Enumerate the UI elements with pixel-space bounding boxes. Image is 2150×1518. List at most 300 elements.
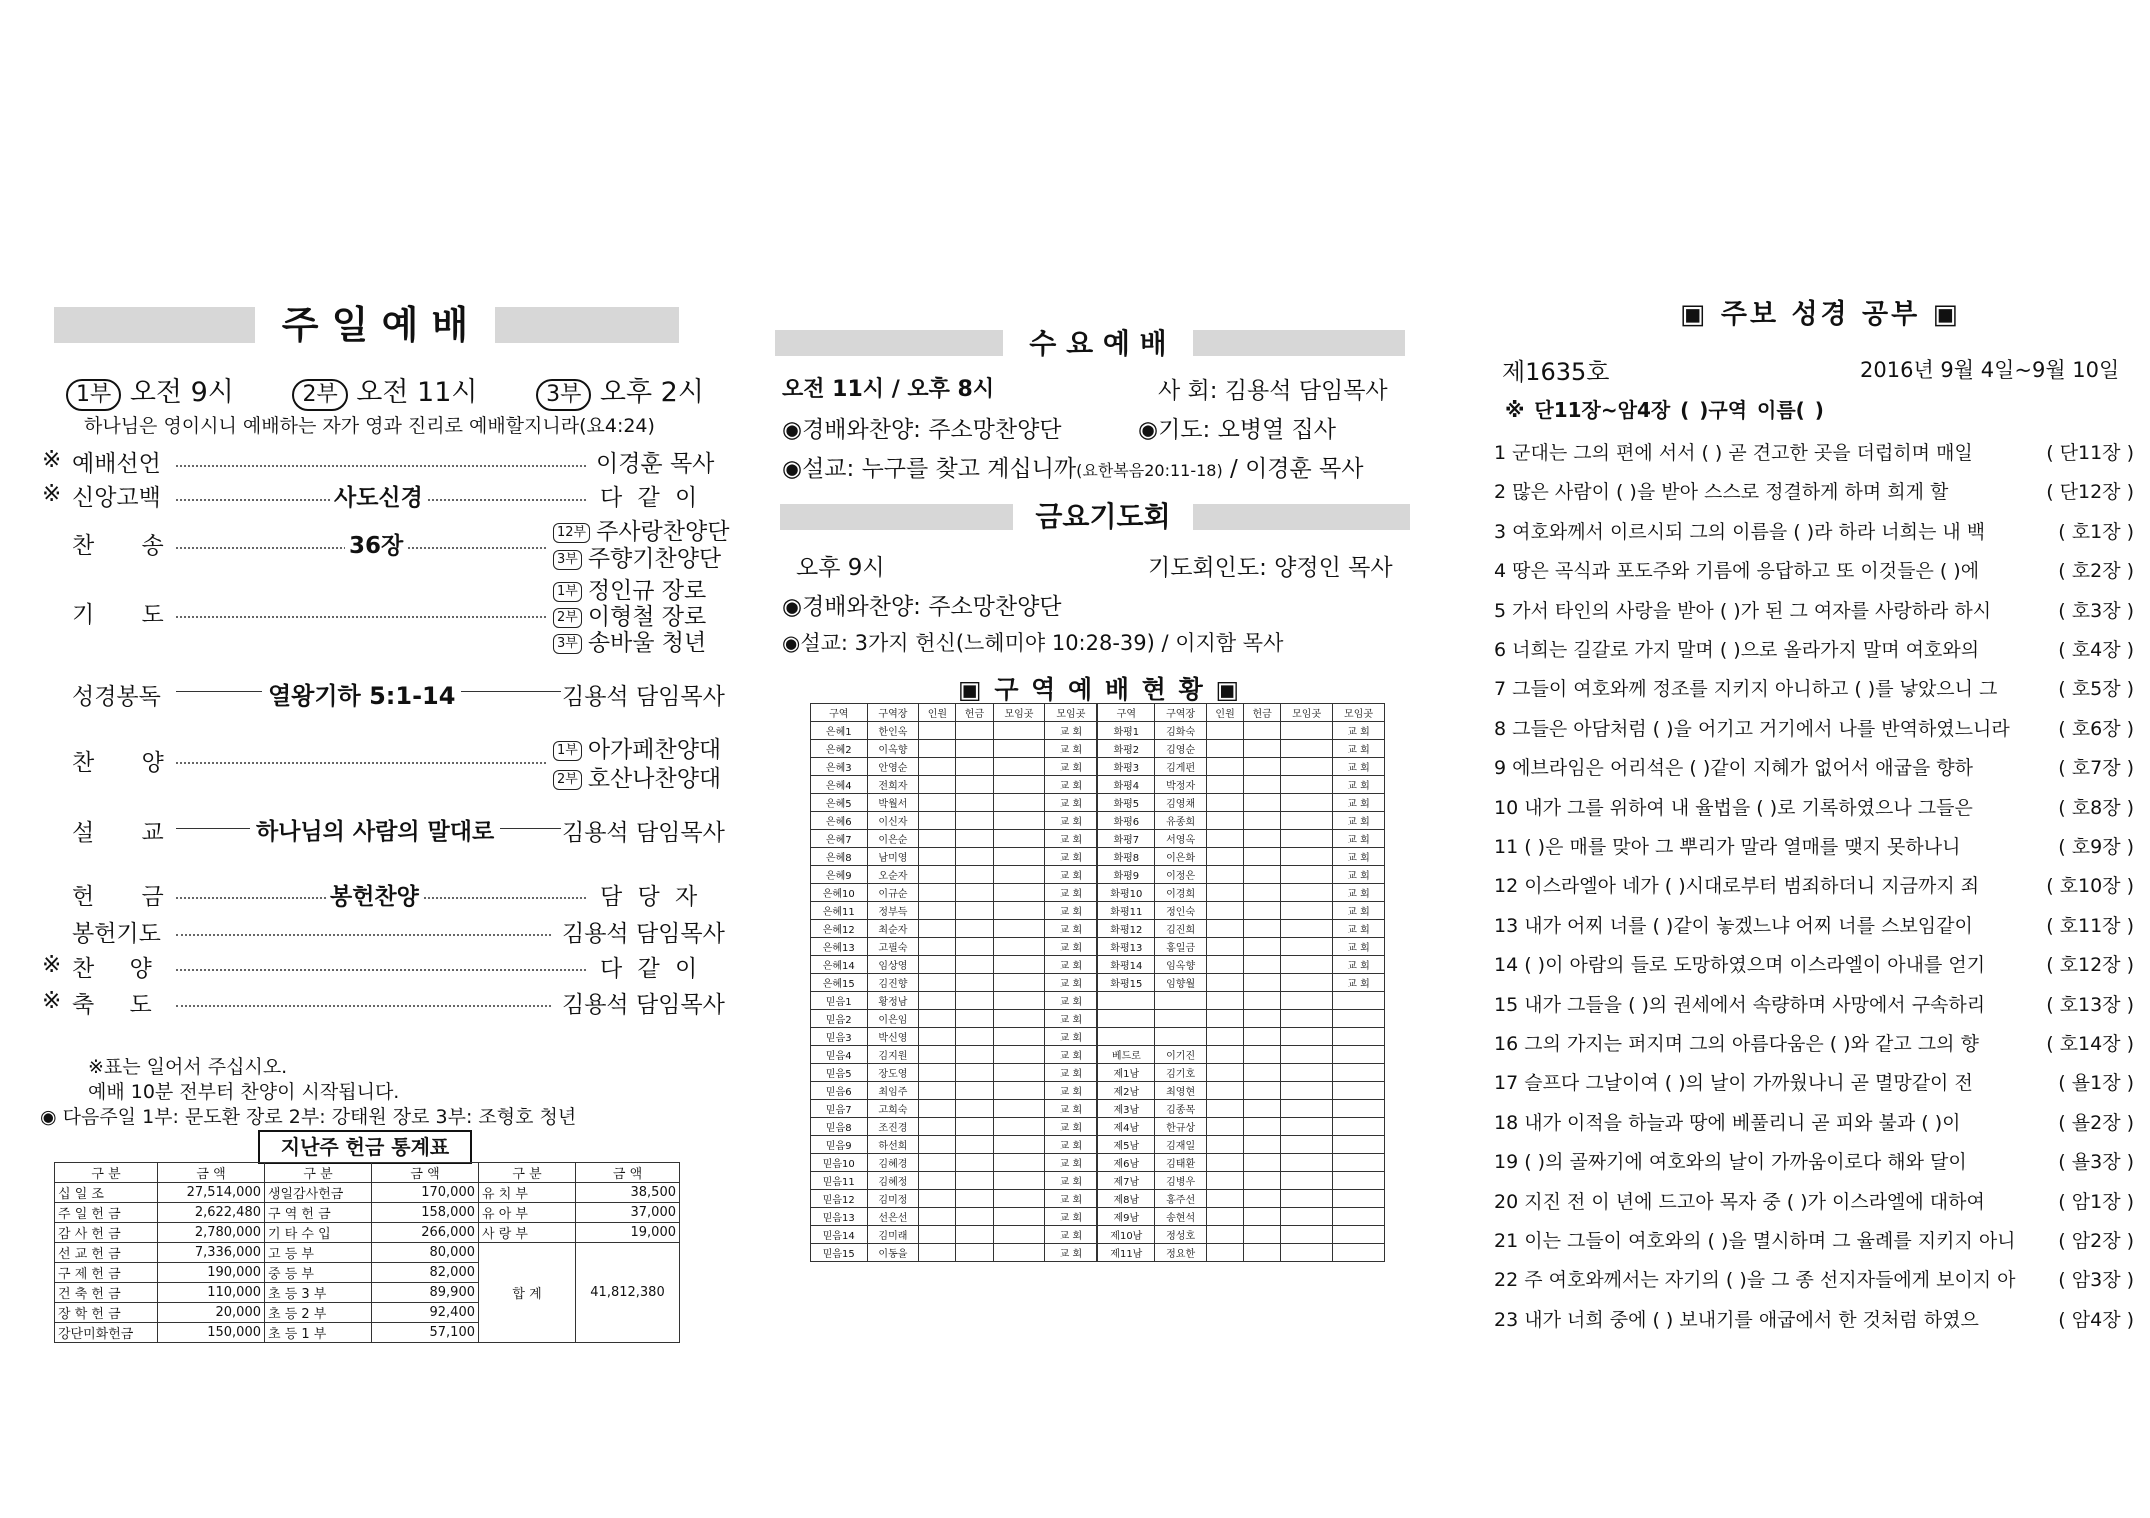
district-cell bbox=[1244, 1082, 1281, 1100]
district-cell: 남미영 bbox=[867, 848, 919, 866]
study-question-text: 23 내가 너희 중에 ( ) 보내기를 애굽에서 한 것처럼 하였으 bbox=[1494, 1308, 1979, 1331]
district-cell: 전희자 bbox=[867, 776, 919, 794]
prayer-person-2: 이형철 장로 bbox=[587, 604, 707, 630]
district-cell: 은혜1 bbox=[811, 722, 868, 740]
offering-cell: 19,000 bbox=[576, 1223, 680, 1243]
district-cell bbox=[956, 1100, 993, 1118]
district-cell bbox=[1281, 884, 1333, 902]
district-cell bbox=[1333, 1028, 1385, 1046]
district-cell bbox=[956, 1244, 993, 1262]
study-question bbox=[1494, 477, 2134, 504]
district-cell: 화평8 bbox=[1097, 848, 1154, 866]
praise-badge-2: 2부 bbox=[553, 770, 582, 790]
district-cell: 이정은 bbox=[1155, 866, 1207, 884]
order-offering-center: 봉헌찬양 bbox=[326, 878, 423, 911]
district-cell bbox=[1281, 848, 1333, 866]
district-cell bbox=[1207, 776, 1244, 794]
district-cell: 믿음7 bbox=[811, 1100, 868, 1118]
order-praise2-mark: ※ bbox=[42, 952, 62, 978]
district-row bbox=[811, 722, 1385, 740]
district-cell: 교 회 bbox=[1333, 920, 1385, 938]
order-sermon-label: 설 교 bbox=[72, 820, 184, 846]
district-table bbox=[810, 703, 1385, 1262]
wednesday-sermon-by: / 이경훈 목사 bbox=[1222, 456, 1364, 482]
study-question-text: 8 그들은 아담처럼 ( )을 어기고 거기에서 나를 반역하였느니라 bbox=[1494, 717, 2010, 740]
district-cell: 제4남 bbox=[1097, 1118, 1154, 1136]
district-cell bbox=[956, 1190, 993, 1208]
district-cell bbox=[993, 1082, 1045, 1100]
district-cell: 교 회 bbox=[1045, 1118, 1098, 1136]
offering-cell: 7,336,000 bbox=[158, 1243, 265, 1263]
offering-cell: 20,000 bbox=[158, 1303, 265, 1323]
hymn-team-1: 주사랑찬양단 bbox=[596, 519, 730, 545]
district-row bbox=[811, 1244, 1385, 1262]
district-cell bbox=[1333, 992, 1385, 1010]
order-offering-label: 헌 금 bbox=[72, 884, 184, 910]
offering-header: 구 분 bbox=[55, 1163, 158, 1183]
wednesday-sermon-title: ◉설교: 누구를 찾고 계십니까 bbox=[782, 456, 1077, 482]
hymn-badge-1: 12부 bbox=[553, 523, 590, 543]
district-cell bbox=[1333, 1082, 1385, 1100]
district-cell bbox=[1244, 776, 1281, 794]
praise-choir-2: 호산나찬양대 bbox=[587, 766, 722, 792]
district-cell: 교 회 bbox=[1045, 1100, 1098, 1118]
study-question-text: 9 에브라임은 어리석은 ( )같이 지혜가 없어서 애굽을 향하 bbox=[1494, 757, 1974, 780]
study-question-ref: ( 호14장 ) bbox=[2046, 1033, 2134, 1055]
district-cell bbox=[919, 920, 956, 938]
district-cell bbox=[993, 758, 1045, 776]
study-question-text: 16 그의 가지는 퍼지며 그의 아름다움은 ( )와 같고 그의 향 bbox=[1494, 1033, 1979, 1055]
district-cell bbox=[993, 830, 1045, 848]
district-cell: 교 회 bbox=[1045, 938, 1098, 956]
offering-header: 금 액 bbox=[576, 1163, 680, 1183]
district-cell bbox=[1244, 1118, 1281, 1136]
district-cell: 최영현 bbox=[1155, 1082, 1207, 1100]
district-cell bbox=[1207, 740, 1244, 758]
offering-header: 구 분 bbox=[265, 1163, 372, 1183]
district-cell bbox=[1244, 1028, 1281, 1046]
district-cell bbox=[993, 1172, 1045, 1190]
district-row bbox=[811, 1226, 1385, 1244]
district-header-row bbox=[811, 704, 1385, 722]
offering-cell: 2,780,000 bbox=[158, 1223, 265, 1243]
district-cell bbox=[1281, 758, 1333, 776]
offering-row bbox=[55, 1223, 680, 1243]
district-cell bbox=[956, 794, 993, 812]
offering-cell: 170,000 bbox=[372, 1183, 479, 1203]
district-cell: 김혜경 bbox=[867, 1154, 919, 1172]
district-cell bbox=[1097, 992, 1154, 1010]
district-cell: 장도영 bbox=[867, 1064, 919, 1082]
district-cell bbox=[956, 848, 993, 866]
study-question-text: 12 이스라엘아 네가 ( )시대로부터 범죄하더니 지금까지 죄 bbox=[1494, 875, 1980, 898]
district-cell: 은혜4 bbox=[811, 776, 868, 794]
district-cell: 교 회 bbox=[1045, 1208, 1098, 1226]
district-cell: 교 회 bbox=[1045, 920, 1098, 938]
friday-time: 오후 9시 bbox=[796, 555, 885, 581]
district-row bbox=[811, 1100, 1385, 1118]
study-question bbox=[1494, 438, 2134, 465]
district-cell bbox=[1244, 830, 1281, 848]
district-cell: 김영순 bbox=[1155, 740, 1207, 758]
district-cell: 교 회 bbox=[1333, 974, 1385, 992]
praise-badge-1: 1부 bbox=[553, 741, 582, 761]
district-cell: 김화숙 bbox=[1155, 722, 1207, 740]
district-row bbox=[811, 920, 1385, 938]
district-cell bbox=[993, 1010, 1045, 1028]
district-cell bbox=[919, 974, 956, 992]
district-cell bbox=[919, 1064, 956, 1082]
order-sermon-center: 하나님의 사람의 말대로 bbox=[250, 813, 500, 846]
district-cell: 한규상 bbox=[1155, 1118, 1207, 1136]
district-cell bbox=[993, 1244, 1045, 1262]
district-cell bbox=[1244, 740, 1281, 758]
district-cell bbox=[919, 1136, 956, 1154]
district-cell: 김혜정 bbox=[867, 1172, 919, 1190]
district-cell bbox=[956, 920, 993, 938]
district-cell bbox=[919, 1190, 956, 1208]
study-question-text: 11 ( )은 매를 맞아 그 뿌리가 말라 열매를 맺지 못하나니 bbox=[1494, 836, 1961, 858]
offering-header: 금 액 bbox=[372, 1163, 479, 1183]
district-cell: 믿음3 bbox=[811, 1028, 868, 1046]
district-cell: 교 회 bbox=[1333, 956, 1385, 974]
district-cell bbox=[1281, 1100, 1333, 1118]
order-reading-label: 성경봉독 bbox=[72, 684, 161, 710]
district-cell bbox=[993, 1154, 1045, 1172]
district-cell bbox=[1244, 1154, 1281, 1172]
district-cell bbox=[1207, 974, 1244, 992]
district-cell: 김영채 bbox=[1155, 794, 1207, 812]
district-cell: 제3남 bbox=[1097, 1100, 1154, 1118]
district-header-cell: 구역장 bbox=[1155, 704, 1207, 722]
district-cell: 교 회 bbox=[1045, 1190, 1098, 1208]
district-header-cell: 구역장 bbox=[867, 704, 919, 722]
study-question-ref: ( 호4장 ) bbox=[2058, 639, 2134, 661]
study-question-ref: ( 호6장 ) bbox=[2058, 717, 2134, 740]
district-cell: 믿음9 bbox=[811, 1136, 868, 1154]
district-cell bbox=[1155, 992, 1207, 1010]
district-cell bbox=[956, 1082, 993, 1100]
district-cell bbox=[956, 974, 993, 992]
next-week: ◉ 다음주일 1부: 문도환 장로 2부: 강태원 장로 3부: 조형호 청년 bbox=[40, 1106, 577, 1128]
district-cell bbox=[919, 722, 956, 740]
district-row bbox=[811, 974, 1385, 992]
district-cell bbox=[993, 974, 1045, 992]
district-cell bbox=[956, 1154, 993, 1172]
offering-cell: 초 등 3 부 bbox=[265, 1283, 372, 1303]
offering-cell: 주 일 헌 금 bbox=[55, 1203, 158, 1223]
district-cell bbox=[1207, 884, 1244, 902]
offering-cell: 십 일 조 bbox=[55, 1183, 158, 1203]
district-cell bbox=[1333, 1172, 1385, 1190]
wednesday-prayer: ◉기도: 오병열 집사 bbox=[1138, 417, 1336, 443]
district-cell bbox=[1333, 1208, 1385, 1226]
district-cell: 교 회 bbox=[1045, 1028, 1098, 1046]
study-question-text: 4 땅은 곡식과 포도주와 기름에 응답하고 또 이것들은 ( )에 bbox=[1494, 560, 1980, 583]
district-cell: 김기호 bbox=[1155, 1064, 1207, 1082]
district-cell: 화평14 bbox=[1097, 956, 1154, 974]
study-question-ref: ( 호8장 ) bbox=[2058, 796, 2134, 819]
district-cell: 화평10 bbox=[1097, 884, 1154, 902]
service-time-3: 오후 2시 bbox=[599, 377, 704, 408]
district-cell: 은혜10 bbox=[811, 884, 868, 902]
district-cell: 김재일 bbox=[1155, 1136, 1207, 1154]
district-cell: 믿음13 bbox=[811, 1208, 868, 1226]
district-cell bbox=[1207, 1244, 1244, 1262]
district-cell bbox=[956, 1046, 993, 1064]
order-praise-right-2 bbox=[553, 760, 721, 793]
district-cell bbox=[919, 740, 956, 758]
district-cell bbox=[956, 1118, 993, 1136]
district-cell: 제2남 bbox=[1097, 1082, 1154, 1100]
district-cell: 제11남 bbox=[1097, 1244, 1154, 1262]
district-cell bbox=[919, 1046, 956, 1064]
district-row bbox=[811, 1190, 1385, 1208]
district-header-cell: 모임곳 bbox=[1333, 704, 1385, 722]
district-cell bbox=[1244, 1010, 1281, 1028]
district-cell bbox=[1281, 1226, 1333, 1244]
district-cell: 교 회 bbox=[1045, 758, 1098, 776]
study-question bbox=[1494, 832, 2134, 859]
district-cell: 교 회 bbox=[1333, 812, 1385, 830]
district-cell bbox=[919, 1208, 956, 1226]
district-cell: 제5남 bbox=[1097, 1136, 1154, 1154]
district-cell: 화평2 bbox=[1097, 740, 1154, 758]
district-cell bbox=[1281, 1190, 1333, 1208]
district-row bbox=[811, 866, 1385, 884]
study-question-text: 6 너희는 길갈로 가지 말며 ( )으로 올라가지 말며 여호와의 bbox=[1494, 639, 1980, 661]
district-cell: 제7남 bbox=[1097, 1172, 1154, 1190]
district-cell bbox=[1244, 1172, 1281, 1190]
district-cell bbox=[1244, 848, 1281, 866]
district-cell bbox=[1097, 1010, 1154, 1028]
order-praise2-label: 찬 양 bbox=[72, 956, 166, 982]
study-question-ref: ( 암4장 ) bbox=[2058, 1308, 2134, 1331]
district-cell bbox=[919, 938, 956, 956]
district-cell: 이은임 bbox=[867, 1010, 919, 1028]
study-question-text: 22 주 여호와께서는 자기의 ( )을 그 종 선지자들에게 보이지 아 bbox=[1494, 1269, 2016, 1292]
study-range: ※ 단11장~암4장 ( )구역 이름( ) bbox=[1505, 398, 1824, 422]
district-cell: 교 회 bbox=[1333, 758, 1385, 776]
study-question-ref: ( 호2장 ) bbox=[2058, 560, 2134, 583]
district-cell bbox=[1244, 758, 1281, 776]
district-cell bbox=[956, 1010, 993, 1028]
order-creed-center: 사도신경 bbox=[330, 479, 427, 512]
district-cell bbox=[1333, 1064, 1385, 1082]
district-cell: 하선희 bbox=[867, 1136, 919, 1154]
district-cell: 이은화 bbox=[1155, 848, 1207, 866]
district-cell: 교 회 bbox=[1045, 1082, 1098, 1100]
district-cell: 교 회 bbox=[1333, 740, 1385, 758]
district-cell bbox=[919, 1028, 956, 1046]
district-cell bbox=[1244, 938, 1281, 956]
district-row bbox=[811, 1136, 1385, 1154]
order-call-label: 예배선언 bbox=[72, 451, 161, 477]
district-cell bbox=[1207, 1226, 1244, 1244]
district-cell: 은혜7 bbox=[811, 830, 868, 848]
district-cell bbox=[993, 1046, 1045, 1064]
district-cell bbox=[1244, 1100, 1281, 1118]
district-cell: 교 회 bbox=[1333, 938, 1385, 956]
district-cell: 교 회 bbox=[1333, 776, 1385, 794]
district-cell bbox=[919, 1100, 956, 1118]
offering-cell: 110,000 bbox=[158, 1283, 265, 1303]
study-question bbox=[1494, 1068, 2134, 1095]
study-question-text: 2 많은 사람이 ( )을 받아 스스로 정결하게 하며 희게 할 bbox=[1494, 481, 1949, 504]
district-cell: 김미래 bbox=[867, 1226, 919, 1244]
district-cell: 교 회 bbox=[1045, 866, 1098, 884]
study-question-ref: ( 호11장 ) bbox=[2046, 914, 2134, 937]
district-cell bbox=[919, 812, 956, 830]
offering-total-label: 합 계 bbox=[479, 1243, 576, 1343]
district-cell: 박월서 bbox=[867, 794, 919, 812]
district-cell: 화평12 bbox=[1097, 920, 1154, 938]
district-cell bbox=[993, 866, 1045, 884]
district-cell bbox=[1244, 1136, 1281, 1154]
district-cell bbox=[1244, 884, 1281, 902]
offering-cell: 생일감사헌금 bbox=[265, 1183, 372, 1203]
service-badge-2: 2부 bbox=[292, 379, 347, 411]
study-question bbox=[1494, 596, 2134, 623]
district-header-cell: 모임곳 bbox=[1045, 704, 1098, 722]
district-cell bbox=[919, 992, 956, 1010]
order-hymn-center: 36장 bbox=[345, 527, 407, 560]
offering-header: 금 액 bbox=[158, 1163, 265, 1183]
offering-cell: 150,000 bbox=[158, 1323, 265, 1343]
district-cell: 화평5 bbox=[1097, 794, 1154, 812]
district-cell bbox=[1207, 956, 1244, 974]
district-cell: 송현석 bbox=[1155, 1208, 1207, 1226]
district-cell: 선은선 bbox=[867, 1208, 919, 1226]
district-cell bbox=[1207, 830, 1244, 848]
study-question-text: 7 그들이 여호와께 정조를 지키지 아니하고 ( )를 낳았으니 그 bbox=[1494, 678, 1998, 701]
district-cell: 최순자 bbox=[867, 920, 919, 938]
district-cell bbox=[919, 1244, 956, 1262]
district-cell bbox=[956, 866, 993, 884]
district-cell bbox=[919, 830, 956, 848]
district-cell: 홍일금 bbox=[1155, 938, 1207, 956]
district-cell: 이신자 bbox=[867, 812, 919, 830]
district-row bbox=[811, 902, 1385, 920]
district-cell bbox=[1207, 758, 1244, 776]
district-cell: 은혜9 bbox=[811, 866, 868, 884]
district-cell bbox=[1333, 1226, 1385, 1244]
order-creed-mark: ※ bbox=[42, 481, 62, 507]
praise-choir-1: 아가페찬양대 bbox=[587, 737, 722, 763]
district-cell bbox=[1207, 902, 1244, 920]
district-cell: 베드로 bbox=[1097, 1046, 1154, 1064]
offering-cell: 2,622,480 bbox=[158, 1203, 265, 1223]
study-title: ▣ 주보 성경 공부 ▣ bbox=[1680, 299, 1962, 330]
study-question bbox=[1494, 635, 2134, 662]
service-time-1: 오전 9시 bbox=[129, 377, 234, 408]
district-cell bbox=[956, 884, 993, 902]
district-cell bbox=[1155, 1010, 1207, 1028]
hymn-badge-2: 3부 bbox=[553, 550, 582, 570]
wednesday-host: 사 회: 김용석 담임목사 bbox=[1158, 378, 1388, 404]
district-cell bbox=[919, 848, 956, 866]
district-cell bbox=[993, 1064, 1045, 1082]
study-question bbox=[1494, 674, 2134, 701]
district-cell bbox=[919, 1154, 956, 1172]
district-cell: 김진희 bbox=[1155, 920, 1207, 938]
service-times bbox=[66, 370, 704, 411]
study-question bbox=[1494, 1108, 2134, 1135]
district-row bbox=[811, 1172, 1385, 1190]
district-cell: 교 회 bbox=[1045, 884, 1098, 902]
district-cell bbox=[1244, 902, 1281, 920]
district-cell: 교 회 bbox=[1045, 974, 1098, 992]
study-question-ref: ( 호5장 ) bbox=[2058, 678, 2134, 701]
district-cell: 교 회 bbox=[1333, 830, 1385, 848]
district-cell: 박신영 bbox=[867, 1028, 919, 1046]
district-cell bbox=[1281, 866, 1333, 884]
district-cell: 은혜6 bbox=[811, 812, 868, 830]
district-cell bbox=[1281, 1136, 1333, 1154]
district-cell bbox=[1207, 1208, 1244, 1226]
district-row bbox=[811, 1082, 1385, 1100]
study-question-text: 14 ( )이 아람의 들로 도망하였으며 이스라엘이 아내를 얻기 bbox=[1494, 954, 1986, 977]
district-cell: 교 회 bbox=[1045, 812, 1098, 830]
offering-table bbox=[54, 1162, 680, 1343]
order-reading-center: 열왕기하 5:1-14 bbox=[262, 676, 461, 711]
study-question-ref: ( 단11장 ) bbox=[2046, 442, 2134, 464]
district-cell: 제1남 bbox=[1097, 1064, 1154, 1082]
offering-cell: 27,514,000 bbox=[158, 1183, 265, 1203]
study-question bbox=[1494, 950, 2134, 977]
district-cell: 화평13 bbox=[1097, 938, 1154, 956]
district-cell bbox=[1207, 848, 1244, 866]
offering-cell: 건 축 헌 금 bbox=[55, 1283, 158, 1303]
district-cell bbox=[1207, 938, 1244, 956]
district-row bbox=[811, 1028, 1385, 1046]
district-cell bbox=[993, 956, 1045, 974]
district-cell: 이기진 bbox=[1155, 1046, 1207, 1064]
district-row bbox=[811, 830, 1385, 848]
district-header-cell: 인원 bbox=[919, 704, 956, 722]
district-header-cell: 구역 bbox=[811, 704, 868, 722]
district-cell: 제10남 bbox=[1097, 1226, 1154, 1244]
study-question bbox=[1494, 517, 2134, 544]
district-cell: 이동을 bbox=[867, 1244, 919, 1262]
district-cell bbox=[956, 1064, 993, 1082]
study-question-text: 19 ( )의 골짜기에 여호와의 날이 가까움이로다 해와 달이 bbox=[1494, 1151, 1967, 1174]
district-cell: 믿음1 bbox=[811, 992, 868, 1010]
district-cell bbox=[1244, 1190, 1281, 1208]
district-cell bbox=[956, 1208, 993, 1226]
district-row bbox=[811, 884, 1385, 902]
district-cell bbox=[956, 722, 993, 740]
friday-praise: ◉경배와찬양: 주소망찬양단 bbox=[782, 594, 1062, 620]
study-question-ref: ( 호9장 ) bbox=[2058, 836, 2134, 858]
district-cell: 화평1 bbox=[1097, 722, 1154, 740]
district-row bbox=[811, 1154, 1385, 1172]
district-cell bbox=[919, 758, 956, 776]
district-cell: 오순자 bbox=[867, 866, 919, 884]
district-cell bbox=[993, 902, 1045, 920]
prayer-badge-1: 1부 bbox=[553, 582, 582, 602]
district-cell: 교 회 bbox=[1045, 1136, 1098, 1154]
order-sermon-right: 김용석 담임목사 bbox=[562, 820, 725, 846]
study-question-text: 18 내가 이적을 하늘과 땅에 베풀리니 곧 피와 불과 ( )이 bbox=[1494, 1111, 1961, 1134]
district-cell bbox=[1281, 1064, 1333, 1082]
order-blessing-right: 김용석 담임목사 bbox=[562, 992, 725, 1018]
district-cell bbox=[1333, 1190, 1385, 1208]
district-cell: 정요한 bbox=[1155, 1244, 1207, 1262]
district-cell bbox=[1281, 902, 1333, 920]
offering-cell: 266,000 bbox=[372, 1223, 479, 1243]
district-row bbox=[811, 758, 1385, 776]
